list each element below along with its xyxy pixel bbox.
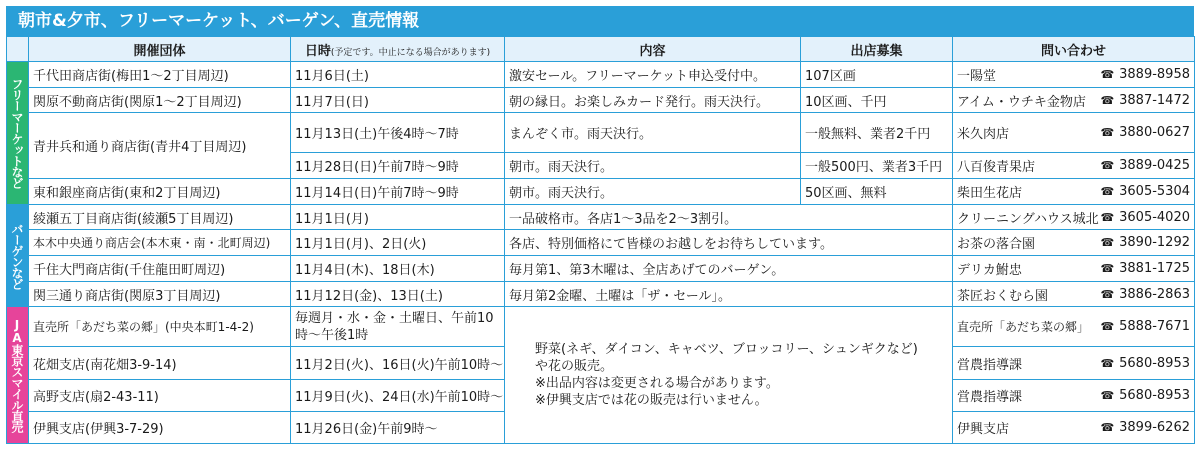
ja-content-cell bbox=[505, 307, 953, 444]
contact-cell bbox=[953, 256, 1195, 282]
organizer-cell: 関三通り商店街(関原3丁目周辺) bbox=[29, 281, 291, 307]
contact-name: デリカ鮒忠 bbox=[957, 262, 1022, 278]
date-cell: 11月7日(日) bbox=[291, 87, 505, 113]
date-cell: 11月4日(木)、18日(木) bbox=[291, 256, 505, 282]
phone-icon: ☎ bbox=[1100, 210, 1115, 224]
organizer-cell: 東和銀座商店街(東和2丁目周辺) bbox=[29, 178, 291, 204]
phone-icon: ☎ bbox=[1100, 388, 1115, 402]
header-date: 日時(予定です。中止になる場合があります) bbox=[291, 37, 505, 62]
header-booth: 出店募集 bbox=[801, 37, 953, 62]
date-cell: 毎週月・水・金・土曜日、午前10時～午後1時 bbox=[291, 307, 505, 347]
phone-number: 3605-5304 bbox=[1119, 183, 1190, 199]
organizer-cell: 高野支店(扇2-43-11) bbox=[29, 379, 291, 411]
date-cell: 11月26日(金)午前9時～ bbox=[291, 411, 505, 443]
contact-name: アイム・ウチキ金物店 bbox=[957, 94, 1086, 110]
table-row bbox=[7, 256, 1195, 282]
organizer-cell: 千代田商店街(梅田1～2丁目周辺) bbox=[29, 62, 291, 88]
phone-icon: ☎ bbox=[1100, 287, 1115, 301]
date-cell: 11月6日(土) bbox=[291, 62, 505, 88]
content-cell: 朝市。雨天決行。 bbox=[505, 178, 801, 204]
organizer-cell: 直売所「あだち菜の郷」(中央本町1-4-2) bbox=[29, 307, 291, 347]
header-date-note: (予定です。中止になる場合があります) bbox=[330, 47, 491, 58]
contact-cell bbox=[953, 347, 1195, 379]
phone-icon: ☎ bbox=[1100, 356, 1115, 370]
organizer-cell: 伊興支店(伊興3-7-29) bbox=[29, 411, 291, 443]
organizer-cell: 千住大門商店街(千住龍田町周辺) bbox=[29, 256, 291, 282]
table-row bbox=[7, 307, 1195, 347]
contact-name: 柴田生花店 bbox=[957, 185, 1023, 201]
date-cell: 11月1日(月)、2日(火) bbox=[291, 230, 505, 256]
phone-number: 3887-1472 bbox=[1119, 92, 1190, 108]
contact-name: 直売所「あだち菜の郷」 bbox=[957, 320, 1090, 335]
contact-name: 伊興支店 bbox=[957, 421, 1010, 437]
phone-number: 3880-0627 bbox=[1119, 125, 1190, 141]
phone-icon: ☎ bbox=[1100, 67, 1115, 81]
date-cell: 11月12日(金)、13日(土) bbox=[291, 281, 505, 307]
table-row bbox=[7, 204, 1195, 230]
contact-cell bbox=[953, 178, 1195, 204]
contact-cell bbox=[953, 204, 1195, 230]
date-cell: 11月14日(日)午前7時～9時 bbox=[291, 178, 505, 204]
content-cell: 毎月第1、第3木曜は、全店あげてのバーゲン。 bbox=[505, 256, 953, 282]
contact-name: お茶の落合園 bbox=[957, 237, 1036, 253]
contact-cell bbox=[953, 230, 1195, 256]
content-cell: 激安セール。フリーマーケット申込受付中。 bbox=[505, 62, 801, 88]
table-row bbox=[7, 87, 1195, 113]
phone-number: 3881-1725 bbox=[1119, 260, 1190, 276]
phone-icon: ☎ bbox=[1100, 320, 1115, 334]
phone-number: 5888-7671 bbox=[1119, 319, 1190, 335]
header-organizer: 開催団体 bbox=[29, 37, 291, 62]
booth-cell: 一般無料、業者2千円 bbox=[801, 113, 953, 153]
contact-cell bbox=[953, 62, 1195, 88]
phone-number: 5680-8953 bbox=[1119, 387, 1190, 403]
content-cell: 各店、特別価格にて皆様のお越しをお待ちしています。 bbox=[505, 230, 953, 256]
organizer-cell: 関原不動商店街(関原1～2丁目周辺) bbox=[29, 87, 291, 113]
ja-content-line: や花の販売。 bbox=[535, 359, 614, 375]
date-cell: 11月2日(火)、16日(火)午前10時～ bbox=[291, 347, 505, 379]
contact-name: クリーニングハウス城北 bbox=[957, 211, 1099, 227]
booth-cell: 10区画、千円 bbox=[801, 87, 953, 113]
phone-icon: ☎ bbox=[1100, 236, 1115, 250]
phone-number: 3899-6262 bbox=[1119, 419, 1190, 435]
phone-icon: ☎ bbox=[1100, 126, 1115, 140]
ja-content-note: ※伊興支店では花の販売は行いません。 bbox=[535, 393, 768, 409]
phone-icon: ☎ bbox=[1100, 261, 1115, 275]
content-cell: 朝の縁日。お楽しみカード発行。雨天決行。 bbox=[505, 87, 801, 113]
table-row bbox=[7, 113, 1195, 153]
contact-name: 茶匠おくむら園 bbox=[957, 288, 1049, 304]
contact-cell bbox=[953, 379, 1195, 411]
phone-icon: ☎ bbox=[1100, 93, 1115, 107]
contact-name: 一陽堂 bbox=[957, 68, 997, 84]
category-flea: フリーマーケットなど bbox=[7, 62, 29, 205]
contact-cell bbox=[953, 307, 1195, 347]
content-cell: 毎月第2金曜、土曜は「ザ・セール」。 bbox=[505, 281, 953, 307]
header-content: 内容 bbox=[505, 37, 801, 62]
phone-icon: ☎ bbox=[1100, 159, 1115, 173]
phone-number: 3886-2863 bbox=[1119, 286, 1190, 302]
contact-name: 八百俊青果店 bbox=[957, 160, 1036, 176]
booth-cell: 50区画、無料 bbox=[801, 178, 953, 204]
date-cell: 11月1日(月) bbox=[291, 204, 505, 230]
header-row bbox=[7, 37, 1195, 62]
category-ja: JA東京スマイル直売 bbox=[7, 307, 29, 444]
content-cell: まんぞく市。雨天決行。 bbox=[505, 113, 801, 153]
phone-number: 3889-0425 bbox=[1119, 158, 1190, 174]
contact-cell bbox=[953, 87, 1195, 113]
ja-content-line: 野菜(ネギ、ダイコン、キャベツ、ブロッコリー、シュンギクなど) bbox=[535, 342, 918, 358]
phone-number: 3889-8958 bbox=[1119, 66, 1190, 82]
contact-cell bbox=[953, 113, 1195, 153]
contact-name: 米久肉店 bbox=[957, 127, 1010, 143]
category-sale: バーゲンなど bbox=[7, 204, 29, 307]
table-row bbox=[7, 178, 1195, 204]
page-title: 朝市&夕市、フリーマーケット、バーゲン、直売情報 bbox=[6, 6, 1194, 36]
organizer-cell: 綾瀬五丁目商店街(綾瀬5丁目周辺) bbox=[29, 204, 291, 230]
contact-cell bbox=[953, 153, 1195, 179]
phone-icon: ☎ bbox=[1100, 420, 1115, 434]
booth-cell: 一般500円、業者3千円 bbox=[801, 153, 953, 179]
table-row bbox=[7, 62, 1195, 88]
date-cell: 11月28日(日)午前7時～9時 bbox=[291, 153, 505, 179]
content-cell: 朝市。雨天決行。 bbox=[505, 153, 801, 179]
organizer-cell: 本木中央通り商店会(本木東・南・北町周辺) bbox=[29, 230, 291, 256]
phone-icon: ☎ bbox=[1100, 184, 1115, 198]
table-row bbox=[7, 281, 1195, 307]
contact-name: 営農指導課 bbox=[957, 389, 1023, 405]
phone-number: 3890-1292 bbox=[1119, 235, 1190, 251]
date-cell: 11月13日(土)午後4時～7時 bbox=[291, 113, 505, 153]
info-table bbox=[6, 36, 1195, 444]
table-row bbox=[7, 230, 1195, 256]
header-contact: 問い合わせ bbox=[953, 37, 1195, 62]
phone-number: 5680-8953 bbox=[1119, 355, 1190, 371]
header-corner bbox=[7, 37, 29, 62]
contact-cell bbox=[953, 281, 1195, 307]
contact-cell bbox=[953, 411, 1195, 443]
phone-number: 3605-4020 bbox=[1119, 209, 1190, 225]
booth-cell: 107区画 bbox=[801, 62, 953, 88]
organizer-cell: 青井兵和通り商店街(青井4丁目周辺) bbox=[29, 113, 291, 179]
date-cell: 11月9日(火)、24日(水)午前10時～ bbox=[291, 379, 505, 411]
contact-name: 営農指導課 bbox=[957, 357, 1023, 373]
ja-content-note: ※出品内容は変更される場合があります。 bbox=[535, 376, 779, 392]
organizer-cell: 花畑支店(南花畑3-9-14) bbox=[29, 347, 291, 379]
content-cell: 一品破格市。各店1～3品を2～3割引。 bbox=[505, 204, 953, 230]
